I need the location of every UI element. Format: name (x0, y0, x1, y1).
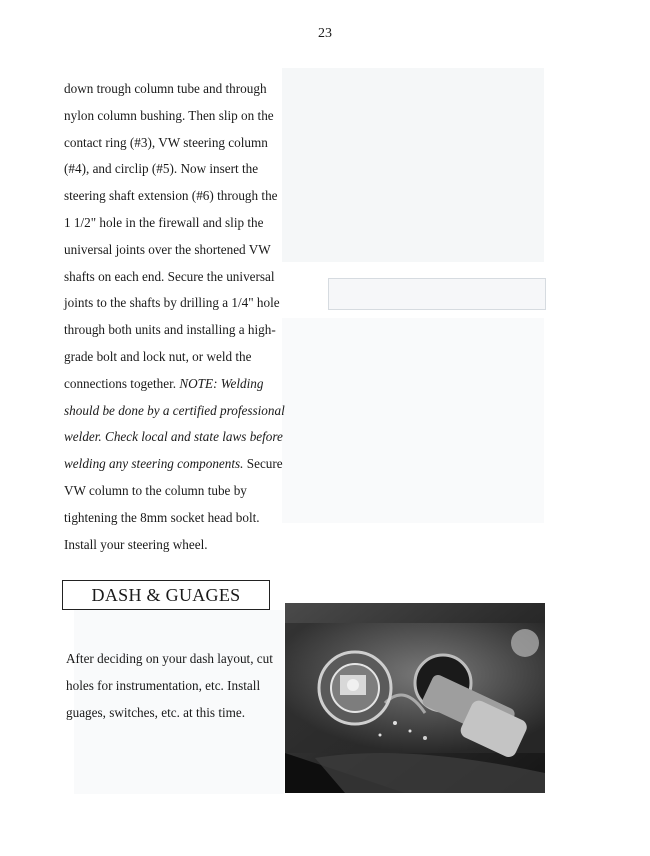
section-text: After deciding on your dash layout, cut holes for instrumentation, etc. Install guages, switches, etc. at this time. (66, 651, 273, 720)
photo-drilling-dash-holes (285, 603, 545, 793)
body-text-main: down trough column tube and through nylon column bushing. Then slip on the contact ring (#3), VW steering column (#4), and circlip (#5). Now insert the steering shaft extension (#6) through the 1 1/2" hole in the firewall and slip the universal joints over the shortened VW shafts on each end. Secure the universal joints to the shafts by drilling a 1/4" hole through both units and installing a high-grade bolt and lock nut, or weld the connections together. (64, 81, 280, 391)
bleed-through-top (282, 68, 544, 262)
body-text-end: Secure VW column to the column tube by tightening the 8mm socket head bolt. Install your steering wheel. (64, 456, 283, 552)
bleed-through-middle (282, 318, 544, 523)
welding-note: NOTE: Welding should be done by a certified professional welder. Check local and state laws before welding any steering components. (64, 375, 285, 472)
page-number: 23 (318, 26, 332, 41)
bleed-through-box (328, 278, 546, 310)
body-column (64, 76, 286, 558)
section-heading: DASH & GUAGES (62, 580, 270, 610)
dash-photo (285, 603, 545, 793)
